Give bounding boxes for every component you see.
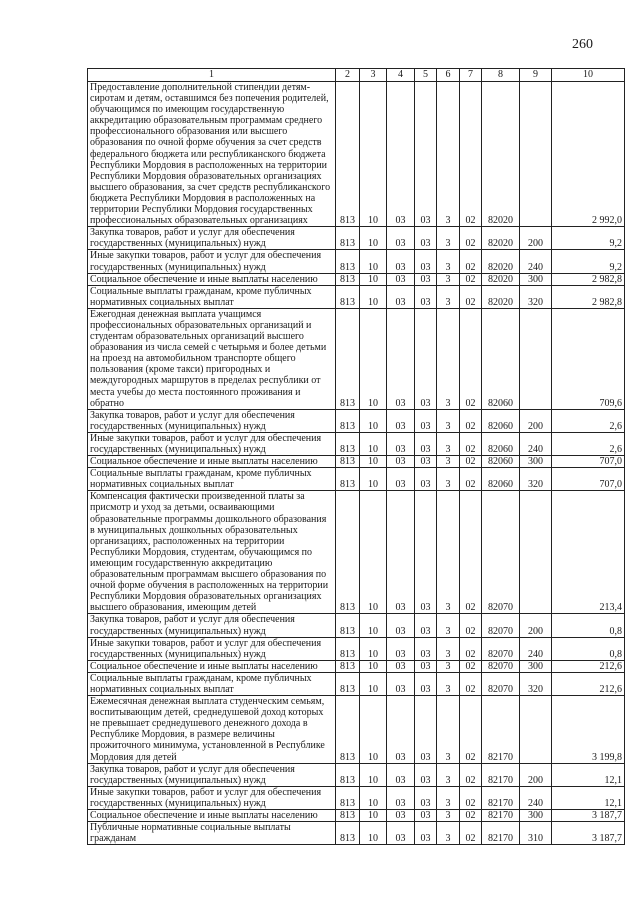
subsection-code: 03	[387, 810, 415, 822]
subprogram-code: 3	[437, 250, 460, 273]
amount: 9,2	[552, 250, 625, 273]
subprogram-code: 3	[437, 308, 460, 409]
expense-type-code: 310	[520, 822, 552, 845]
direction-code: 82170	[482, 696, 520, 764]
subsection-code: 03	[387, 468, 415, 491]
budget-table	[87, 68, 625, 845]
table-row	[88, 614, 625, 637]
table-row	[88, 822, 625, 845]
subsection-code: 03	[387, 763, 415, 786]
table-row	[88, 82, 625, 227]
subprogram-code: 3	[437, 786, 460, 809]
direction-code: 82020	[482, 273, 520, 285]
amount: 212,6	[552, 672, 625, 695]
column-header: 6	[437, 69, 460, 82]
table-row	[88, 660, 625, 672]
program-code: 03	[415, 786, 437, 809]
expense-type-code: 200	[520, 614, 552, 637]
amount: 707,0	[552, 456, 625, 468]
column-header: 4	[387, 69, 415, 82]
direction-code: 82170	[482, 822, 520, 845]
event-code: 02	[460, 672, 482, 695]
program-code: 03	[415, 822, 437, 845]
table-row	[88, 432, 625, 455]
subprogram-code: 3	[437, 672, 460, 695]
row-name: Иные закупки товаров, работ и услуг для обеспечения государственных (муниципальных) нужд	[88, 432, 336, 455]
section-code: 10	[360, 250, 387, 273]
department-code: 813	[336, 822, 360, 845]
department-code: 813	[336, 763, 360, 786]
expense-type-code: 320	[520, 672, 552, 695]
expense-type-code: 300	[520, 273, 552, 285]
expense-type-code: 320	[520, 468, 552, 491]
direction-code: 82070	[482, 672, 520, 695]
department-code: 813	[336, 250, 360, 273]
amount: 0,8	[552, 637, 625, 660]
subprogram-code: 3	[437, 82, 460, 227]
program-code: 03	[415, 456, 437, 468]
expense-type-code	[520, 491, 552, 614]
subsection-code: 03	[387, 637, 415, 660]
department-code: 813	[336, 432, 360, 455]
department-code: 813	[336, 672, 360, 695]
event-code: 02	[460, 273, 482, 285]
page-number: 260	[572, 37, 593, 52]
event-code: 02	[460, 660, 482, 672]
amount: 12,1	[552, 763, 625, 786]
department-code: 813	[336, 308, 360, 409]
row-name: Предоставление дополнительной стипендии детям-сиротам и детям, оставшимся без попечения родителей, обучающимся по имеющим государственную аккредитацию образовательным программам среднего профессионального образования или высшего образования по очной форме обучения за счет средств федерального бюджета или республиканского бюджета Республики Мордовия в расположенных на территории Республики Мордовия образовательных организациях высшего образования, за счет средств республиканского бюджета Республики Мордовия в расположенных на территории Республики Мордовия государственных профессиональных образовательных организациях	[88, 82, 336, 227]
department-code: 813	[336, 456, 360, 468]
department-code: 813	[336, 614, 360, 637]
program-code: 03	[415, 491, 437, 614]
direction-code: 82070	[482, 491, 520, 614]
amount: 9,2	[552, 227, 625, 250]
expense-type-code: 300	[520, 456, 552, 468]
direction-code: 82070	[482, 660, 520, 672]
expense-type-code: 300	[520, 810, 552, 822]
table-body	[88, 82, 625, 845]
subsection-code: 03	[387, 491, 415, 614]
event-code: 02	[460, 285, 482, 308]
direction-code: 82170	[482, 786, 520, 809]
subprogram-code: 3	[437, 273, 460, 285]
row-name: Социальное обеспечение и иные выплаты населению	[88, 660, 336, 672]
subprogram-code: 3	[437, 660, 460, 672]
event-code: 02	[460, 637, 482, 660]
section-code: 10	[360, 696, 387, 764]
program-code: 03	[415, 614, 437, 637]
amount: 709,6	[552, 308, 625, 409]
table-row	[88, 763, 625, 786]
section-code: 10	[360, 409, 387, 432]
section-code: 10	[360, 285, 387, 308]
program-code: 03	[415, 409, 437, 432]
section-code: 10	[360, 273, 387, 285]
expense-type-code: 200	[520, 227, 552, 250]
program-code: 03	[415, 432, 437, 455]
table-row	[88, 456, 625, 468]
expense-type-code	[520, 82, 552, 227]
direction-code: 82070	[482, 614, 520, 637]
row-name: Закупка товаров, работ и услуг для обеспечения государственных (муниципальных) нужд	[88, 614, 336, 637]
subprogram-code: 3	[437, 822, 460, 845]
table-row	[88, 227, 625, 250]
event-code: 02	[460, 822, 482, 845]
column-header: 7	[460, 69, 482, 82]
amount: 0,8	[552, 614, 625, 637]
event-code: 02	[460, 456, 482, 468]
section-code: 10	[360, 672, 387, 695]
table-row	[88, 786, 625, 809]
subprogram-code: 3	[437, 810, 460, 822]
subprogram-code: 3	[437, 763, 460, 786]
event-code: 02	[460, 468, 482, 491]
row-name: Компенсация фактически произведенной платы за присмотр и уход за детьми, осваивающими образовательные программы дошкольного образования в муниципальных дошкольных образовательных организациях, расположенных на территории Республики Мордовия, студентам, обучающимся по имеющим государственную аккредитацию образовательным программам высшего образования по очной форме обучения в расположенных на территории Республики Мордовия образовательных организациях высшего образования, имеющим детей	[88, 491, 336, 614]
row-name: Иные закупки товаров, работ и услуг для обеспечения государственных (муниципальных) нужд	[88, 786, 336, 809]
expense-type-code: 200	[520, 409, 552, 432]
program-code: 03	[415, 810, 437, 822]
amount: 3 199,8	[552, 696, 625, 764]
row-name: Ежегодная денежная выплата учащимся профессиональных образовательных организаций и студентам образовательных организаций высшего образования из числа семей с четырьмя и более детьми на проезд на автомобильном транспорте общего пользования (кроме такси) пригородных и междугородных маршрутов в пределах республики от места учебы до места постоянного проживания и обратно	[88, 308, 336, 409]
program-code: 03	[415, 285, 437, 308]
amount: 3 187,7	[552, 822, 625, 845]
table-row	[88, 250, 625, 273]
department-code: 813	[336, 786, 360, 809]
amount: 2 982,8	[552, 273, 625, 285]
expense-type-code: 300	[520, 660, 552, 672]
program-code: 03	[415, 468, 437, 491]
subprogram-code: 3	[437, 227, 460, 250]
department-code: 813	[336, 491, 360, 614]
program-code: 03	[415, 250, 437, 273]
direction-code: 82020	[482, 285, 520, 308]
expense-type-code: 240	[520, 432, 552, 455]
row-name: Иные закупки товаров, работ и услуг для обеспечения государственных (муниципальных) нужд	[88, 637, 336, 660]
direction-code: 82020	[482, 250, 520, 273]
direction-code: 82060	[482, 308, 520, 409]
amount: 2,6	[552, 409, 625, 432]
department-code: 813	[336, 637, 360, 660]
subprogram-code: 3	[437, 456, 460, 468]
row-name: Иные закупки товаров, работ и услуг для обеспечения государственных (муниципальных) нужд	[88, 250, 336, 273]
event-code: 02	[460, 696, 482, 764]
event-code: 02	[460, 614, 482, 637]
section-code: 10	[360, 614, 387, 637]
event-code: 02	[460, 409, 482, 432]
event-code: 02	[460, 432, 482, 455]
table-row	[88, 672, 625, 695]
table-row	[88, 409, 625, 432]
row-name: Социальные выплаты гражданам, кроме публичных нормативных социальных выплат	[88, 468, 336, 491]
section-code: 10	[360, 82, 387, 227]
department-code: 813	[336, 409, 360, 432]
subprogram-code: 3	[437, 614, 460, 637]
direction-code: 82070	[482, 637, 520, 660]
department-code: 813	[336, 285, 360, 308]
subsection-code: 03	[387, 696, 415, 764]
expense-type-code: 200	[520, 763, 552, 786]
table-row	[88, 468, 625, 491]
program-code: 03	[415, 308, 437, 409]
direction-code: 82020	[482, 227, 520, 250]
expense-type-code: 240	[520, 250, 552, 273]
section-code: 10	[360, 227, 387, 250]
expense-type-code: 320	[520, 285, 552, 308]
row-name: Закупка товаров, работ и услуг для обеспечения государственных (муниципальных) нужд	[88, 763, 336, 786]
direction-code: 82060	[482, 468, 520, 491]
table-row	[88, 696, 625, 764]
expense-type-code: 240	[520, 786, 552, 809]
program-code: 03	[415, 660, 437, 672]
column-header: 8	[482, 69, 520, 82]
subsection-code: 03	[387, 308, 415, 409]
section-code: 10	[360, 810, 387, 822]
row-name: Публичные нормативные социальные выплаты гражданам	[88, 822, 336, 845]
direction-code: 82060	[482, 456, 520, 468]
subprogram-code: 3	[437, 696, 460, 764]
column-header: 1	[88, 69, 336, 82]
table-row	[88, 308, 625, 409]
subsection-code: 03	[387, 409, 415, 432]
amount: 2,6	[552, 432, 625, 455]
subsection-code: 03	[387, 660, 415, 672]
department-code: 813	[336, 227, 360, 250]
subprogram-code: 3	[437, 468, 460, 491]
row-name: Ежемесячная денежная выплата студенческим семьям, воспитывающим детей, среднедушевой доход которых не превышает среднедушевого денежного дохода в Республике Мордовия, в размере величины прожиточного минимума, установленной в Республике Мордовия для детей	[88, 696, 336, 764]
subprogram-code: 3	[437, 409, 460, 432]
table-row	[88, 273, 625, 285]
subsection-code: 03	[387, 227, 415, 250]
column-header: 9	[520, 69, 552, 82]
event-code: 02	[460, 308, 482, 409]
event-code: 02	[460, 786, 482, 809]
header-row	[88, 69, 625, 82]
subprogram-code: 3	[437, 285, 460, 308]
department-code: 813	[336, 696, 360, 764]
direction-code: 82060	[482, 409, 520, 432]
subsection-code: 03	[387, 273, 415, 285]
expense-type-code	[520, 696, 552, 764]
table-row	[88, 637, 625, 660]
direction-code: 82170	[482, 810, 520, 822]
subsection-code: 03	[387, 822, 415, 845]
subsection-code: 03	[387, 432, 415, 455]
program-code: 03	[415, 273, 437, 285]
direction-code: 82020	[482, 82, 520, 227]
direction-code: 82170	[482, 763, 520, 786]
program-code: 03	[415, 696, 437, 764]
direction-code: 82060	[482, 432, 520, 455]
subsection-code: 03	[387, 672, 415, 695]
event-code: 02	[460, 763, 482, 786]
row-name: Закупка товаров, работ и услуг для обеспечения государственных (муниципальных) нужд	[88, 227, 336, 250]
row-name: Социальные выплаты гражданам, кроме публичных нормативных социальных выплат	[88, 285, 336, 308]
row-name: Социальное обеспечение и иные выплаты населению	[88, 456, 336, 468]
amount: 213,4	[552, 491, 625, 614]
table-row	[88, 285, 625, 308]
row-name: Социальное обеспечение и иные выплаты населению	[88, 810, 336, 822]
section-code: 10	[360, 491, 387, 614]
department-code: 813	[336, 273, 360, 285]
expense-type-code	[520, 308, 552, 409]
amount: 2 992,0	[552, 82, 625, 227]
row-name: Закупка товаров, работ и услуг для обеспечения государственных (муниципальных) нужд	[88, 409, 336, 432]
section-code: 10	[360, 468, 387, 491]
department-code: 813	[336, 810, 360, 822]
amount: 2 982,8	[552, 285, 625, 308]
event-code: 02	[460, 250, 482, 273]
section-code: 10	[360, 822, 387, 845]
subprogram-code: 3	[437, 491, 460, 614]
section-code: 10	[360, 308, 387, 409]
column-header: 10	[552, 69, 625, 82]
department-code: 813	[336, 468, 360, 491]
column-header: 3	[360, 69, 387, 82]
program-code: 03	[415, 82, 437, 227]
amount: 212,6	[552, 660, 625, 672]
amount: 3 187,7	[552, 810, 625, 822]
event-code: 02	[460, 491, 482, 614]
section-code: 10	[360, 786, 387, 809]
event-code: 02	[460, 227, 482, 250]
table-row	[88, 491, 625, 614]
subsection-code: 03	[387, 82, 415, 227]
department-code: 813	[336, 82, 360, 227]
subsection-code: 03	[387, 456, 415, 468]
event-code: 02	[460, 810, 482, 822]
subsection-code: 03	[387, 786, 415, 809]
section-code: 10	[360, 763, 387, 786]
amount: 12,1	[552, 786, 625, 809]
section-code: 10	[360, 432, 387, 455]
subsection-code: 03	[387, 250, 415, 273]
program-code: 03	[415, 637, 437, 660]
subsection-code: 03	[387, 285, 415, 308]
program-code: 03	[415, 763, 437, 786]
amount: 707,0	[552, 468, 625, 491]
expense-type-code: 240	[520, 637, 552, 660]
subsection-code: 03	[387, 614, 415, 637]
subprogram-code: 3	[437, 432, 460, 455]
section-code: 10	[360, 456, 387, 468]
program-code: 03	[415, 227, 437, 250]
subprogram-code: 3	[437, 637, 460, 660]
department-code: 813	[336, 660, 360, 672]
column-header: 5	[415, 69, 437, 82]
section-code: 10	[360, 660, 387, 672]
table-row	[88, 810, 625, 822]
row-name: Социальные выплаты гражданам, кроме публичных нормативных социальных выплат	[88, 672, 336, 695]
program-code: 03	[415, 672, 437, 695]
section-code: 10	[360, 637, 387, 660]
row-name: Социальное обеспечение и иные выплаты населению	[88, 273, 336, 285]
event-code: 02	[460, 82, 482, 227]
column-header: 2	[336, 69, 360, 82]
